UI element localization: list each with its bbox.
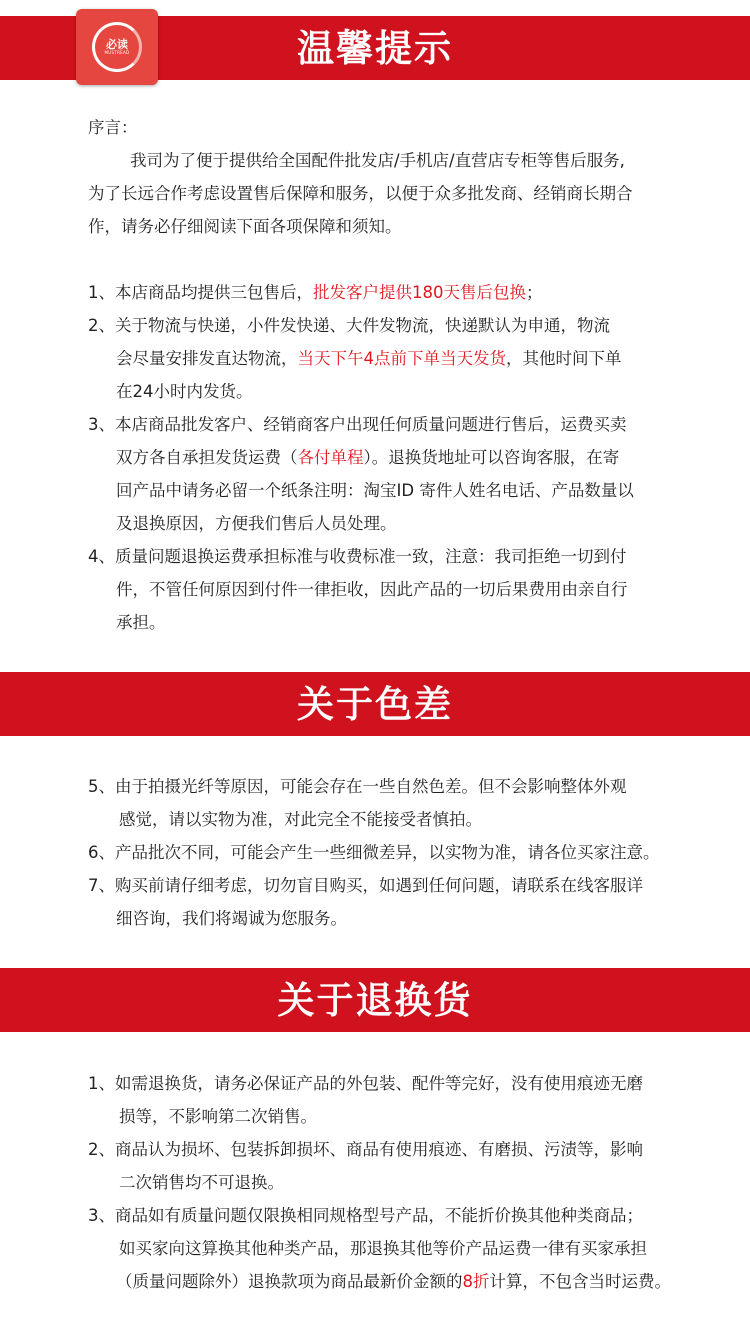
list-item-continuation: 回产品中请务必留一个纸条注明：淘宝ID 寄件人姓名电话、产品数量以 <box>116 481 634 500</box>
list-item-continuation: 二次销售均不可退换。 <box>119 1173 284 1192</box>
section-title-tips: 温馨提示 <box>297 26 453 70</box>
preface-line: 我司为了便于提供给全国配件批发店/手机店/直营店专柜等售后服务, <box>130 151 625 170</box>
preface-line: 为了长远合作考虑设置售后保障和服务，以便于众多批发商、经销商长期合 <box>88 184 633 203</box>
list-item-continuation: 在24小时内发货。 <box>116 382 253 401</box>
item-highlight: 8折 <box>462 1272 490 1291</box>
list-item-continuation: 损等，不影响第二次销售。 <box>119 1107 317 1126</box>
section-title-returns: 关于退换货 <box>277 978 473 1022</box>
must-read-badge <box>76 9 158 85</box>
list-item-continuation: 承担。 <box>116 613 166 632</box>
section-header-returns <box>0 968 750 1032</box>
list-item: 7、购买前请仔细考虑，切勿盲目购买，如遇到任何问题，请联系在线客服详 <box>88 876 643 895</box>
badge-main-text: 必读 <box>106 37 128 51</box>
preface-label: 序言： <box>88 118 138 137</box>
item-text: 1、本店商品均提供三包售后， <box>88 283 313 302</box>
badge-sub-text: MUSTREAD <box>104 49 130 55</box>
item-text: ，其他时间下单 <box>506 349 622 368</box>
section-header-color <box>0 672 750 736</box>
list-item: 3、本店商品批发客户、经销商客户出现任何质量问题进行售后，运费买卖 <box>88 415 627 434</box>
item-text: 计算，不包含当时运费。 <box>489 1272 671 1291</box>
list-item: 4、质量问题退换运费承担标准与收费标准一致，注意：我司拒绝一切到付 <box>88 547 627 566</box>
list-item-continuation: 感觉，请以实物为准，对此完全不能接受者慎拍。 <box>119 810 482 829</box>
list-item-continuation <box>116 342 622 375</box>
list-item: 6、产品批次不同，可能会产生一些细微差异，以实物为准，请各位买家注意。 <box>88 843 660 862</box>
list-item: 2、商品认为损坏、包装拆卸损坏、商品有使用痕迹、有磨损、污渍等，影响 <box>88 1140 643 1159</box>
item-text: ； <box>526 283 543 302</box>
item-highlight: 当天下午4点前下单当天发货 <box>297 349 506 368</box>
item-text: 双方各自承担发货运费（ <box>116 448 298 467</box>
section-title-color: 关于色差 <box>297 682 453 726</box>
preface-line: 作，请务必仔细阅读下面各项保障和须知。 <box>88 217 402 236</box>
item-text: ）。退换货地址可以咨询客服，在寄 <box>363 448 620 467</box>
list-item <box>88 276 543 309</box>
must-read-logo-icon <box>92 22 142 72</box>
list-item-continuation: 及退换原因，方便我们售后人员处理。 <box>116 514 397 533</box>
item-text: 会尽量安排发直达物流， <box>116 349 298 368</box>
list-item-continuation: 如买家向这算换其他种类产品，那退换其他等价产品运费一律有买家承担 <box>119 1239 647 1258</box>
item-highlight: 各付单程 <box>297 448 364 467</box>
list-item: 2、关于物流与快递，小件发快递、大件发物流，快递默认为申通，物流 <box>88 316 610 335</box>
list-item: 5、由于拍摄光纤等原因，可能会存在一些自然色差。但不会影响整体外观 <box>88 777 627 796</box>
list-item-continuation <box>116 441 619 474</box>
list-item: 1、如需退换货，请务必保证产品的外包装、配件等完好，没有使用痕迹无磨 <box>88 1074 643 1093</box>
list-item-continuation: 件，不管任何原因到付件一律拒收，因此产品的一切后果费用由亲自行 <box>116 580 628 599</box>
item-highlight: 批发客户提供180天售后包换 <box>313 283 526 302</box>
list-item-continuation: 细咨询，我们将竭诚为您服务。 <box>116 909 347 928</box>
list-item: 3、商品如有质量问题仅限换相同规格型号产品，不能折价换其他种类商品； <box>88 1206 643 1225</box>
list-item-continuation <box>116 1265 671 1298</box>
item-text: （质量问题除外）退换款项为商品最新价金额的 <box>116 1272 463 1291</box>
